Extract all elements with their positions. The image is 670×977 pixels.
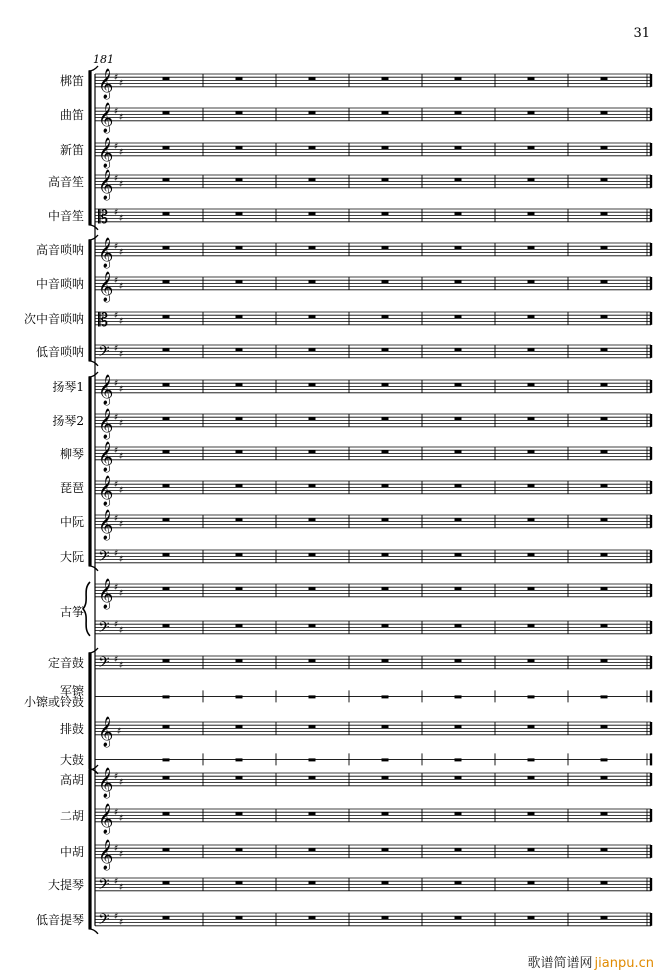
whole-rest <box>309 348 316 351</box>
whole-rest <box>163 624 170 627</box>
whole-rest <box>309 812 316 815</box>
sharp-icon: ♯ <box>114 142 119 152</box>
clef-icon: 𝄞 <box>98 716 114 747</box>
sharp-icon: ♯ <box>119 778 124 788</box>
whole-rest <box>455 776 462 779</box>
whole-rest <box>382 812 389 815</box>
whole-rest <box>309 758 316 761</box>
clef-icon: 𝄞 <box>98 578 114 609</box>
whole-rest <box>382 881 389 884</box>
whole-rest <box>601 659 608 662</box>
whole-rest <box>528 758 535 761</box>
bracket-hook <box>89 566 99 571</box>
whole-rest <box>601 315 608 318</box>
whole-rest <box>601 624 608 627</box>
clef-icon: 𝄢 <box>98 653 110 675</box>
whole-rest <box>528 383 535 386</box>
clef-icon: 𝄞 <box>98 408 114 439</box>
whole-rest <box>309 146 316 149</box>
whole-rest <box>455 383 462 386</box>
sharp-icon: ♯ <box>114 73 119 83</box>
whole-rest <box>601 725 608 728</box>
whole-rest <box>528 812 535 815</box>
clef-icon: 𝄞 <box>98 169 114 200</box>
clef-icon: 𝄡 <box>98 206 109 228</box>
whole-rest <box>382 111 389 114</box>
whole-rest <box>236 776 243 779</box>
whole-rest <box>309 246 316 249</box>
whole-rest <box>601 587 608 590</box>
whole-rest <box>528 111 535 114</box>
sharp-icon: ♯ <box>114 877 119 887</box>
bracket-hook <box>89 66 99 71</box>
whole-rest <box>528 348 535 351</box>
sharp-icon: ♯ <box>114 311 119 321</box>
whole-rest <box>601 484 608 487</box>
whole-rest <box>163 518 170 521</box>
instrument-label: 柳琴 <box>59 447 84 461</box>
instrument-label: 扬琴2 <box>52 414 84 428</box>
instrument-label: 军镲 <box>59 684 84 698</box>
whole-rest <box>455 212 462 215</box>
whole-rest <box>601 776 608 779</box>
page-number: 31 <box>633 26 650 41</box>
whole-rest <box>236 212 243 215</box>
whole-rest <box>163 280 170 283</box>
whole-rest <box>528 725 535 728</box>
whole-rest <box>455 348 462 351</box>
whole-rest <box>309 111 316 114</box>
whole-rest <box>163 315 170 318</box>
whole-rest <box>236 659 243 662</box>
instrument-label: 排鼓 <box>59 722 84 736</box>
instrument-label: 中阮 <box>59 515 84 529</box>
whole-rest <box>163 111 170 114</box>
clef-icon: 𝄞 <box>98 767 114 798</box>
whole-rest <box>382 624 389 627</box>
sharp-icon: ♯ <box>119 918 124 928</box>
sharp-icon: ♯ <box>119 419 124 429</box>
whole-rest <box>455 450 462 453</box>
instrument-label: 次中音唢呐 <box>23 312 84 326</box>
sharp-icon: ♯ <box>114 276 119 286</box>
sharp-icon: ♯ <box>114 549 119 559</box>
whole-rest <box>236 587 243 590</box>
sharp-icon: ♯ <box>119 350 124 360</box>
clef-icon: 𝄢 <box>98 547 110 569</box>
whole-rest <box>163 212 170 215</box>
sharp-icon: ♯ <box>119 385 124 395</box>
whole-rest <box>455 484 462 487</box>
whole-rest <box>455 916 462 919</box>
bracket-hook <box>89 648 99 653</box>
whole-rest <box>236 450 243 453</box>
whole-rest <box>455 246 462 249</box>
whole-rest <box>382 417 389 420</box>
sharp-icon: ♯ <box>119 180 124 190</box>
whole-rest <box>601 695 608 698</box>
whole-rest <box>236 111 243 114</box>
whole-rest <box>382 695 389 698</box>
whole-rest <box>163 383 170 386</box>
watermark <box>528 952 654 971</box>
whole-rest <box>455 812 462 815</box>
whole-rest <box>236 881 243 884</box>
whole-rest <box>601 280 608 283</box>
whole-rest <box>309 659 316 662</box>
whole-rest <box>528 417 535 420</box>
clef-icon: 𝄢 <box>98 910 110 932</box>
sharp-icon: ♯ <box>119 452 124 462</box>
measure-number: 181 <box>93 53 114 66</box>
whole-rest <box>455 659 462 662</box>
whole-rest <box>236 178 243 181</box>
clef-icon: 𝄢 <box>98 618 110 640</box>
whole-rest <box>309 315 316 318</box>
whole-rest <box>528 776 535 779</box>
bracket-hook <box>89 361 99 366</box>
whole-rest <box>601 848 608 851</box>
whole-rest <box>309 881 316 884</box>
whole-rest <box>601 450 608 453</box>
whole-rest <box>382 383 389 386</box>
instrument-sub-label: 小镲或铃鼓 <box>23 695 84 709</box>
sharp-icon: ♯ <box>119 883 124 893</box>
whole-rest <box>455 280 462 283</box>
whole-rest <box>382 587 389 590</box>
whole-rest <box>309 212 316 215</box>
whole-rest <box>455 553 462 556</box>
whole-rest <box>601 111 608 114</box>
whole-rest <box>455 587 462 590</box>
instrument-label: 扬琴1 <box>52 380 84 394</box>
whole-rest <box>163 417 170 420</box>
whole-rest <box>382 659 389 662</box>
whole-rest <box>528 553 535 556</box>
whole-rest <box>455 518 462 521</box>
whole-rest <box>455 725 462 728</box>
whole-rest <box>236 280 243 283</box>
whole-rest <box>601 178 608 181</box>
instrument-label: 新笛 <box>59 143 84 157</box>
whole-rest <box>309 417 316 420</box>
whole-rest <box>601 518 608 521</box>
whole-rest <box>236 758 243 761</box>
whole-rest <box>601 812 608 815</box>
whole-rest <box>382 776 389 779</box>
clef-icon: 𝄢 <box>98 875 110 897</box>
sharp-icon: ♯ <box>119 486 124 496</box>
whole-rest <box>236 383 243 386</box>
whole-rest <box>309 280 316 283</box>
whole-rest <box>528 659 535 662</box>
whole-rest <box>382 848 389 851</box>
whole-rest <box>236 146 243 149</box>
whole-rest <box>601 417 608 420</box>
clef-icon: 𝄞 <box>98 102 114 133</box>
whole-rest <box>455 315 462 318</box>
whole-rest <box>163 916 170 919</box>
whole-rest <box>163 246 170 249</box>
whole-rest <box>528 881 535 884</box>
sharp-icon: ♯ <box>119 520 124 530</box>
sharp-icon: ♯ <box>119 113 124 123</box>
sharp-icon: ♯ <box>114 446 119 456</box>
whole-rest <box>163 881 170 884</box>
instrument-label: 低音提琴 <box>35 913 84 927</box>
whole-rest <box>382 348 389 351</box>
instrument-label: 曲笛 <box>59 108 84 122</box>
whole-rest <box>528 624 535 627</box>
sharp-icon: ♯ <box>114 912 119 922</box>
whole-rest <box>236 246 243 249</box>
clef-icon: 𝄞 <box>98 441 114 472</box>
clef-icon: 𝄞 <box>98 237 114 268</box>
grand-staff-brace <box>83 582 90 636</box>
instrument-label: 中音笙 <box>47 209 84 223</box>
whole-rest <box>236 916 243 919</box>
whole-rest <box>309 77 316 80</box>
whole-rest <box>455 848 462 851</box>
bracket-hook <box>89 372 99 377</box>
sharp-icon: ♯ <box>119 214 124 224</box>
sharp-icon: ♯ <box>114 583 119 593</box>
sharp-icon: ♯ <box>114 344 119 354</box>
sharp-icon: ♯ <box>114 655 119 665</box>
whole-rest <box>528 450 535 453</box>
sharp-icon: ♯ <box>119 661 124 671</box>
whole-rest <box>601 348 608 351</box>
whole-rest <box>455 624 462 627</box>
whole-rest <box>163 695 170 698</box>
instrument-label: 大阮 <box>59 550 84 564</box>
sharp-icon: ♯ <box>114 208 119 218</box>
whole-rest <box>455 881 462 884</box>
sharp-icon: ♯ <box>119 148 124 158</box>
whole-rest <box>236 518 243 521</box>
instrument-label: 高胡 <box>59 773 84 787</box>
bracket-hook <box>89 929 99 934</box>
whole-rest <box>382 212 389 215</box>
instrument-label: 二胡 <box>59 809 84 823</box>
instrument-label: 琵琶 <box>59 481 84 495</box>
sharp-icon: ♯ <box>114 242 119 252</box>
whole-rest <box>382 280 389 283</box>
sharp-icon: ♯ <box>114 413 119 423</box>
whole-rest <box>382 450 389 453</box>
whole-rest <box>601 553 608 556</box>
whole-rest <box>309 624 316 627</box>
whole-rest <box>382 484 389 487</box>
whole-rest <box>163 725 170 728</box>
whole-rest <box>163 484 170 487</box>
sharp-icon: ♯ <box>119 79 124 89</box>
whole-rest <box>236 848 243 851</box>
whole-rest <box>601 383 608 386</box>
whole-rest <box>236 348 243 351</box>
clef-icon: 𝄡 <box>98 309 109 331</box>
whole-rest <box>382 315 389 318</box>
watermark-latin: jianpu.cn <box>594 956 654 971</box>
whole-rest <box>382 246 389 249</box>
whole-rest <box>382 725 389 728</box>
whole-rest <box>163 348 170 351</box>
whole-rest <box>163 848 170 851</box>
whole-rest <box>455 111 462 114</box>
bracket-hook <box>89 235 99 240</box>
whole-rest <box>455 758 462 761</box>
clef-icon: 𝄞 <box>98 271 114 302</box>
whole-rest <box>309 587 316 590</box>
instrument-label: 大提琴 <box>47 878 84 892</box>
whole-rest <box>163 178 170 181</box>
whole-rest <box>455 178 462 181</box>
whole-rest <box>163 587 170 590</box>
whole-rest <box>236 725 243 728</box>
whole-rest <box>528 178 535 181</box>
sharp-icon: ♯ <box>114 620 119 630</box>
whole-rest <box>309 695 316 698</box>
sharp-icon: ♯ <box>119 589 124 599</box>
whole-rest <box>236 417 243 420</box>
sharp-icon: ♯ <box>114 480 119 490</box>
sharp-icon: ♯ <box>117 727 122 737</box>
sharp-icon: ♯ <box>114 772 119 782</box>
whole-rest <box>528 280 535 283</box>
whole-rest <box>528 916 535 919</box>
whole-rest <box>309 848 316 851</box>
whole-rest <box>455 77 462 80</box>
whole-rest <box>601 77 608 80</box>
whole-rest <box>163 450 170 453</box>
sharp-icon: ♯ <box>114 174 119 184</box>
whole-rest <box>163 776 170 779</box>
sharp-icon: ♯ <box>119 248 124 258</box>
whole-rest <box>309 916 316 919</box>
whole-rest <box>163 553 170 556</box>
sharp-icon: ♯ <box>119 555 124 565</box>
whole-rest <box>382 916 389 919</box>
sharp-icon: ♯ <box>114 514 119 524</box>
whole-rest <box>163 659 170 662</box>
instrument-label: 高音唢呐 <box>35 243 84 257</box>
whole-rest <box>601 758 608 761</box>
sharp-icon: ♯ <box>119 317 124 327</box>
sharp-icon: ♯ <box>119 850 124 860</box>
whole-rest <box>236 695 243 698</box>
clef-icon: 𝄢 <box>98 342 110 364</box>
whole-rest <box>163 146 170 149</box>
whole-rest <box>601 146 608 149</box>
whole-rest <box>309 725 316 728</box>
whole-rest <box>163 77 170 80</box>
sharp-icon: ♯ <box>119 282 124 292</box>
whole-rest <box>455 695 462 698</box>
sharp-icon: ♯ <box>114 808 119 818</box>
instrument-label: 中胡 <box>59 845 84 859</box>
whole-rest <box>382 146 389 149</box>
whole-rest <box>309 518 316 521</box>
clef-icon: 𝄞 <box>98 137 114 168</box>
whole-rest <box>455 146 462 149</box>
whole-rest <box>309 484 316 487</box>
sharp-icon: ♯ <box>119 626 124 636</box>
whole-rest <box>309 383 316 386</box>
whole-rest <box>528 518 535 521</box>
watermark-text: 歌谱简谱网 <box>527 956 593 971</box>
clef-icon: 𝄞 <box>98 374 114 405</box>
sharp-icon: ♯ <box>114 844 119 854</box>
whole-rest <box>528 315 535 318</box>
instrument-label: 中音唢呐 <box>35 277 84 291</box>
whole-rest <box>382 553 389 556</box>
whole-rest <box>236 77 243 80</box>
sharp-icon: ♯ <box>114 107 119 117</box>
clef-icon: 𝄞 <box>98 509 114 540</box>
whole-rest <box>601 881 608 884</box>
whole-rest <box>309 776 316 779</box>
whole-rest <box>528 848 535 851</box>
whole-rest <box>236 624 243 627</box>
sharp-icon: ♯ <box>114 379 119 389</box>
instrument-label: 定音鼓 <box>47 656 84 670</box>
instrument-label: 大鼓 <box>59 753 84 767</box>
whole-rest <box>309 450 316 453</box>
whole-rest <box>309 553 316 556</box>
whole-rest <box>601 212 608 215</box>
whole-rest <box>382 178 389 181</box>
whole-rest <box>236 812 243 815</box>
whole-rest <box>528 587 535 590</box>
whole-rest <box>309 178 316 181</box>
whole-rest <box>455 417 462 420</box>
whole-rest <box>236 484 243 487</box>
whole-rest <box>382 518 389 521</box>
clef-icon: 𝄞 <box>98 839 114 870</box>
whole-rest <box>163 812 170 815</box>
whole-rest <box>528 484 535 487</box>
whole-rest <box>528 146 535 149</box>
whole-rest <box>528 695 535 698</box>
whole-rest <box>163 758 170 761</box>
instrument-label: 梆笛 <box>59 74 84 88</box>
bracket-hook <box>89 225 99 230</box>
whole-rest <box>236 553 243 556</box>
whole-rest <box>528 77 535 80</box>
instrument-label: 古筝 <box>59 605 84 619</box>
whole-rest <box>382 77 389 80</box>
clef-icon: 𝄞 <box>98 68 114 99</box>
whole-rest <box>528 246 535 249</box>
clef-icon: 𝄞 <box>98 803 114 834</box>
sharp-icon: ♯ <box>119 814 124 824</box>
whole-rest <box>382 758 389 761</box>
whole-rest <box>601 916 608 919</box>
whole-rest <box>528 212 535 215</box>
whole-rest <box>601 246 608 249</box>
clef-icon: 𝄞 <box>98 475 114 506</box>
instrument-label: 高音笙 <box>47 175 84 189</box>
whole-rest <box>236 315 243 318</box>
instrument-label: 低音唢呐 <box>35 345 84 359</box>
